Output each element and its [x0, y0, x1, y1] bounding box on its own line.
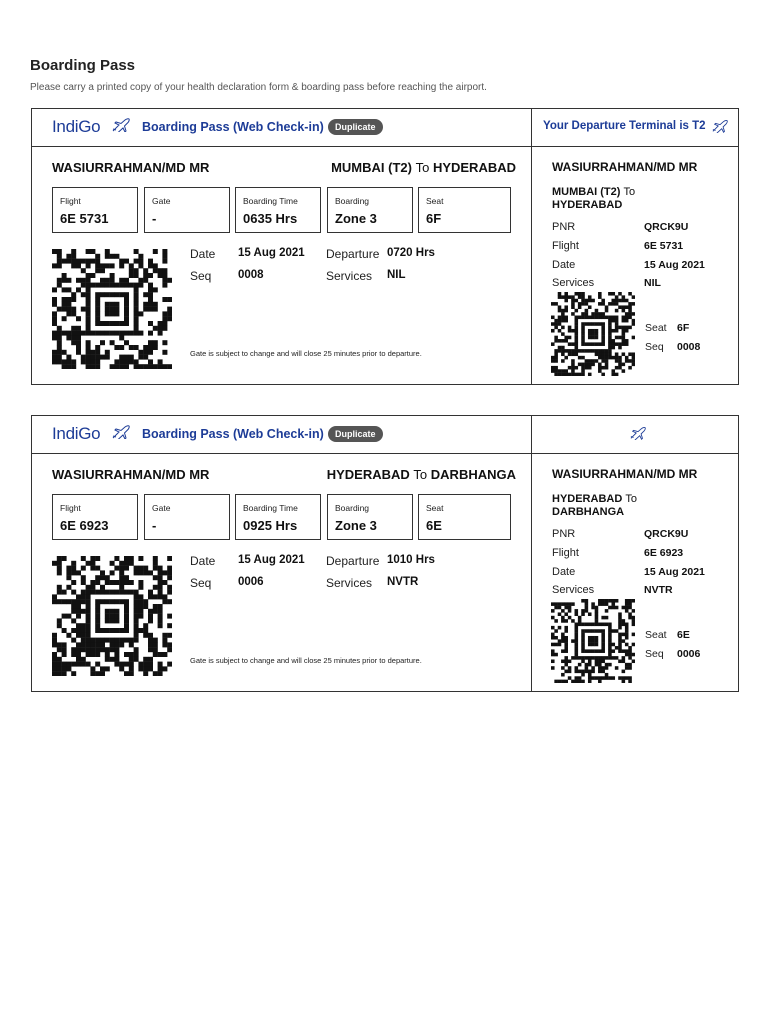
stub-flight-label: Flight — [552, 240, 579, 252]
stub-seat-label: Seat — [645, 629, 667, 641]
date-label: Date — [190, 554, 216, 568]
services-value: NIL — [387, 269, 406, 281]
gate-box — [144, 187, 230, 233]
stub-services-label: Services — [552, 277, 595, 289]
boarding-time-value: 0925 Hrs — [243, 518, 298, 533]
boarding-zone-label: Boarding — [335, 503, 370, 513]
route-destination: HYDERABAD — [432, 160, 516, 175]
stub-route-destination: HYDERABAD — [552, 199, 623, 211]
route — [327, 467, 516, 482]
stub-services-value: NIL — [644, 277, 661, 289]
boarding-time-box — [235, 187, 321, 233]
plane-icon — [112, 118, 130, 132]
stub-passenger-name: WASIURRAHMAN/MD MR — [552, 160, 698, 174]
header-divider — [32, 453, 738, 454]
stub-route-to: To — [623, 186, 636, 198]
flight-box — [52, 187, 138, 233]
seat-value: 6F — [426, 211, 442, 226]
stub-seq-label: Seq — [645, 648, 664, 660]
route-origin: MUMBAI (T2) — [331, 160, 412, 175]
stub-seat-value: 6E — [677, 629, 690, 641]
boarding-zone-value: Zone 3 — [335, 518, 377, 533]
stub-pnr-value: QRCK9U — [644, 221, 689, 233]
boarding-time-value: 0635 Hrs — [243, 211, 298, 226]
stub-date-value: 15 Aug 2021 — [644, 566, 705, 578]
departure-label: Departure — [326, 247, 380, 261]
date-label: Date — [190, 247, 216, 261]
passenger-name: WASIURRAHMAN/MD MR — [52, 160, 210, 175]
route-to: To — [415, 160, 430, 175]
stub-seq-label: Seq — [645, 341, 664, 353]
stub-route-origin: HYDERABAD — [552, 493, 623, 505]
seat-value: 6E — [426, 518, 442, 533]
seat-label: Seat — [426, 503, 444, 513]
gate-note: Gate is subject to change and will close 25 minutes prior to departure. — [190, 656, 422, 665]
plane-icon — [712, 119, 728, 133]
seq-value: 0008 — [238, 269, 264, 281]
services-label: Services — [326, 269, 373, 283]
stub-route-to: To — [625, 493, 637, 505]
passenger-name: WASIURRAHMAN/MD MR — [52, 467, 210, 482]
route-to: To — [413, 467, 428, 482]
pass-title: Boarding Pass (Web Check-in) — [142, 120, 324, 134]
seat-box — [418, 187, 511, 233]
stub-pnr-value: QRCK9U — [644, 528, 689, 540]
plane-icon — [630, 426, 646, 440]
stub-seq-value: 0006 — [677, 648, 701, 660]
gate-value: - — [152, 518, 157, 533]
stub-date-value: 15 Aug 2021 — [644, 259, 705, 271]
route — [331, 160, 516, 175]
stub-date-label: Date — [552, 259, 576, 271]
gate-box — [144, 494, 230, 540]
stub-flight-value: 6E 6923 — [644, 547, 684, 559]
flight-value: 6E 6923 — [60, 518, 109, 533]
header-divider — [32, 146, 738, 147]
seat-box — [418, 494, 511, 540]
boarding-time-box — [235, 494, 321, 540]
boarding-time-label: Boarding Time — [243, 503, 298, 513]
gate-value: - — [152, 211, 157, 226]
page-title: Boarding Pass — [30, 57, 136, 74]
departure-label: Departure — [326, 554, 380, 568]
qr-code — [52, 249, 172, 374]
duplicate-badge: Duplicate — [328, 119, 383, 135]
date-value: 15 Aug 2021 — [238, 247, 305, 259]
stub-services-label: Services — [552, 584, 595, 596]
departure-value: 1010 Hrs — [387, 554, 435, 566]
stub-date-label: Date — [552, 566, 576, 578]
route-origin: HYDERABAD — [326, 467, 410, 482]
stub-passenger-name: WASIURRAHMAN/MD MR — [552, 467, 698, 481]
stub-flight-label: Flight — [552, 547, 579, 559]
gate-label: Gate — [152, 196, 171, 206]
stub-pnr-label: PNR — [552, 528, 576, 540]
boarding-pass — [31, 108, 739, 385]
gate-label: Gate — [152, 503, 171, 513]
stub-pnr-label: PNR — [552, 221, 576, 233]
stub-divider — [531, 109, 532, 384]
seq-value: 0006 — [238, 576, 264, 588]
indigo-logo: IndiGo — [52, 424, 101, 443]
stub-qr-code — [551, 292, 635, 381]
terminal-note: Your Departure Terminal is T2 — [543, 120, 706, 132]
seq-label: Seq — [190, 269, 212, 283]
stub-route — [552, 186, 672, 212]
stub-seq-value: 0008 — [677, 341, 701, 353]
stub-qr-code — [551, 599, 635, 688]
flight-label: Flight — [60, 196, 81, 206]
boarding-zone-box — [327, 494, 413, 540]
gate-note: Gate is subject to change and will close 25 minutes prior to departure. — [190, 349, 422, 358]
indigo-logo: IndiGo — [52, 117, 101, 136]
qr-code — [52, 556, 172, 681]
departure-value: 0720 Hrs — [387, 247, 435, 259]
stub-seat-label: Seat — [645, 322, 667, 334]
page-note: Please carry a printed copy of your health declaration form & boarding pass before reaching the airport. — [30, 82, 487, 93]
boarding-zone-value: Zone 3 — [335, 211, 377, 226]
seat-label: Seat — [426, 196, 444, 206]
boarding-pass — [31, 415, 739, 692]
boarding-zone-label: Boarding — [335, 196, 370, 206]
stub-divider — [531, 416, 532, 691]
flight-label: Flight — [60, 503, 81, 513]
stub-services-value: NVTR — [644, 584, 673, 596]
flight-value: 6E 5731 — [60, 211, 109, 226]
date-value: 15 Aug 2021 — [238, 554, 305, 566]
boarding-zone-box — [327, 187, 413, 233]
seq-label: Seq — [190, 576, 212, 590]
pass-title: Boarding Pass (Web Check-in) — [142, 427, 324, 441]
stub-route-origin: MUMBAI (T2) — [552, 186, 621, 198]
stub-flight-value: 6E 5731 — [644, 240, 684, 252]
duplicate-badge: Duplicate — [328, 426, 383, 442]
boarding-time-label: Boarding Time — [243, 196, 298, 206]
services-value: NVTR — [387, 576, 419, 588]
route-destination: DARBHANGA — [430, 467, 516, 482]
plane-icon — [112, 425, 130, 439]
flight-box — [52, 494, 138, 540]
stub-seat-value: 6F — [677, 322, 690, 334]
stub-route-destination: DARBHANGA — [552, 506, 625, 518]
stub-route — [552, 493, 672, 519]
services-label: Services — [326, 576, 373, 590]
